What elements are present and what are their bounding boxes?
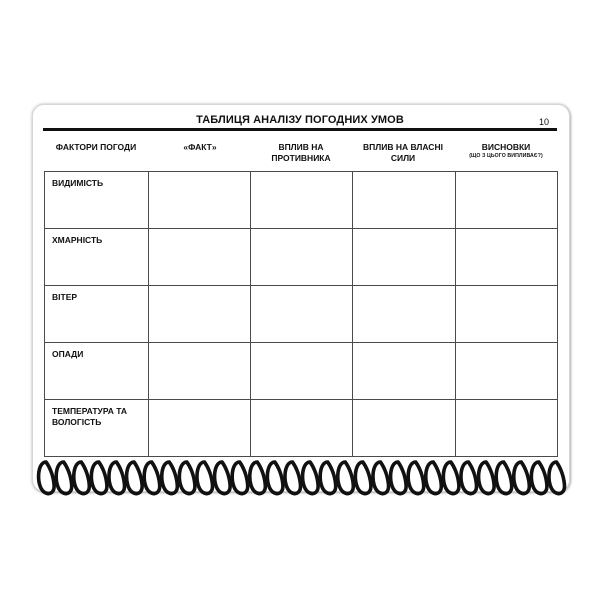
row-label-cell xyxy=(45,400,149,457)
column-header-own-forces-impact xyxy=(360,142,446,164)
column-header-sublabel: (ЩО З ЦЬОГО ВИПЛИВАЄ?) xyxy=(469,153,543,159)
row-label: ВИДИМІСТЬ xyxy=(52,178,104,188)
spiral-ring xyxy=(443,462,459,494)
spiral-ring xyxy=(285,462,301,494)
table-row xyxy=(45,172,558,229)
table-cell[interactable] xyxy=(456,172,558,229)
table-row xyxy=(45,229,558,286)
table-cell[interactable] xyxy=(149,400,251,457)
spiral-ring xyxy=(197,462,213,494)
spiral-ring xyxy=(391,462,407,494)
table-row xyxy=(45,400,558,457)
page-number: 10 xyxy=(538,117,549,127)
spiral-ring xyxy=(408,462,424,494)
spiral-binding-icon xyxy=(0,456,600,504)
spiral-ring xyxy=(127,462,143,494)
table-cell[interactable] xyxy=(456,286,558,343)
weather-analysis-table xyxy=(44,171,558,457)
spiral-ring xyxy=(461,462,477,494)
spiral-ring xyxy=(232,462,248,494)
spiral-ring xyxy=(320,462,336,494)
row-label-cell xyxy=(45,286,149,343)
spiral-ring xyxy=(355,462,371,494)
spiral-ring xyxy=(215,462,231,494)
row-label-cell xyxy=(45,343,149,400)
spiral-ring xyxy=(338,462,354,494)
page-title: ТАБЛИЦЯ АНАЛІЗУ ПОГОДНИХ УМОВ xyxy=(196,114,404,126)
table-cell[interactable] xyxy=(251,172,353,229)
spiral-ring xyxy=(179,462,195,494)
column-header-label: ФАКТОРИ ПОГОДИ xyxy=(55,142,137,152)
row-label-cell xyxy=(45,172,149,229)
column-header-label: ВПЛИВ НА ВЛАСНІ СИЛИ xyxy=(363,142,443,163)
table-cell[interactable] xyxy=(353,400,456,457)
column-header-label: ВПЛИВ НА ПРОТИВНИКА xyxy=(271,142,331,163)
table-cell[interactable] xyxy=(251,286,353,343)
table-cell[interactable] xyxy=(353,286,456,343)
table-cell[interactable] xyxy=(149,286,251,343)
row-label: ОПАДИ xyxy=(52,349,84,359)
spiral-ring xyxy=(373,462,389,494)
spiral-ring xyxy=(74,462,90,494)
table-cell[interactable] xyxy=(353,229,456,286)
column-header-conclusions xyxy=(455,142,557,160)
table-row xyxy=(45,286,558,343)
spiral-ring xyxy=(56,462,72,494)
spiral-ring xyxy=(496,462,512,494)
spiral-ring xyxy=(514,462,530,494)
table-cell[interactable] xyxy=(149,343,251,400)
table-cell[interactable] xyxy=(149,229,251,286)
table-cell[interactable] xyxy=(456,229,558,286)
row-label-cell xyxy=(45,229,149,286)
spiral-ring xyxy=(162,462,178,494)
table-cell[interactable] xyxy=(251,400,353,457)
spiral-ring xyxy=(250,462,266,494)
column-header-label: «ФАКТ» xyxy=(183,142,217,152)
table-cell[interactable] xyxy=(353,172,456,229)
row-label: ТЕМПЕРАТУРА ТА ВОЛОГІСТЬ xyxy=(52,406,128,427)
spiral-ring xyxy=(39,462,55,494)
table-cell[interactable] xyxy=(353,343,456,400)
column-header-fact xyxy=(150,142,250,153)
spiral-ring xyxy=(109,462,125,494)
spiral-ring xyxy=(91,462,107,494)
column-header-enemy-impact xyxy=(259,142,343,164)
column-header-factors xyxy=(44,142,148,153)
table-cell[interactable] xyxy=(456,343,558,400)
spiral-ring xyxy=(303,462,319,494)
spiral-rings xyxy=(39,462,565,494)
row-label: ХМАРНІСТЬ xyxy=(52,235,103,245)
row-label: ВІТЕР xyxy=(52,292,78,302)
table-cell[interactable] xyxy=(149,172,251,229)
spiral-ring xyxy=(549,462,565,494)
spiral-ring xyxy=(144,462,160,494)
table-cell[interactable] xyxy=(251,343,353,400)
table-row xyxy=(45,343,558,400)
column-header-label: ВИСНОВКИ xyxy=(481,142,531,152)
table-cell[interactable] xyxy=(456,400,558,457)
title-divider xyxy=(43,128,557,131)
table-cell[interactable] xyxy=(251,229,353,286)
spiral-ring xyxy=(267,462,283,494)
spiral-ring xyxy=(479,462,495,494)
spiral-ring xyxy=(426,462,442,494)
spiral-ring xyxy=(531,462,547,494)
